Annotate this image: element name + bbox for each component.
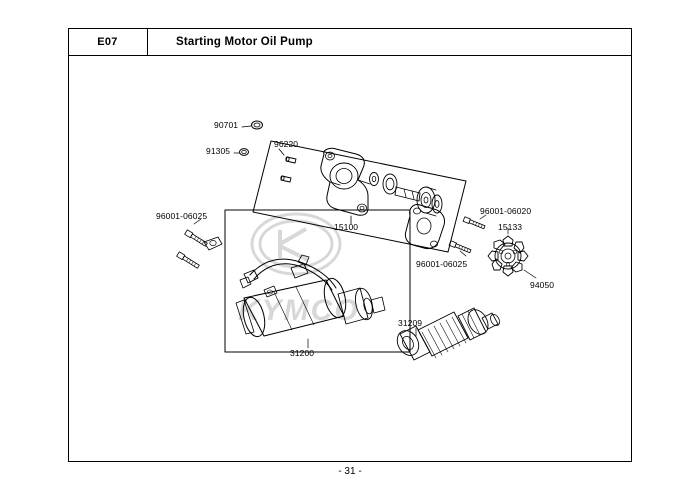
- callout-31209: 31209: [398, 318, 423, 328]
- drawing-canvas: [68, 56, 632, 462]
- section-code: E07: [68, 28, 148, 56]
- callout-31200: 31200: [290, 348, 315, 358]
- callout-15133: 15133: [498, 222, 523, 232]
- callout-96001-06025-left: 96001-06025: [156, 211, 208, 221]
- callout-90701: 90701: [214, 120, 239, 130]
- page-number: - 31 -: [338, 466, 362, 477]
- page-title: Starting Motor Oil Pump: [176, 36, 313, 48]
- callout-15100: 15100: [334, 222, 359, 232]
- watermark-text: KYMCO: [238, 294, 360, 327]
- callout-94050: 94050: [530, 280, 555, 290]
- callout-91305: 91305: [206, 146, 231, 156]
- title-bar: [68, 28, 632, 56]
- callout-96001-06020: 96001-06020: [480, 206, 532, 216]
- exploded-parts-drawing: [68, 56, 632, 462]
- callout-96001-06025-right: 96001-06025: [416, 259, 468, 269]
- callout-96220: 96220: [274, 139, 299, 149]
